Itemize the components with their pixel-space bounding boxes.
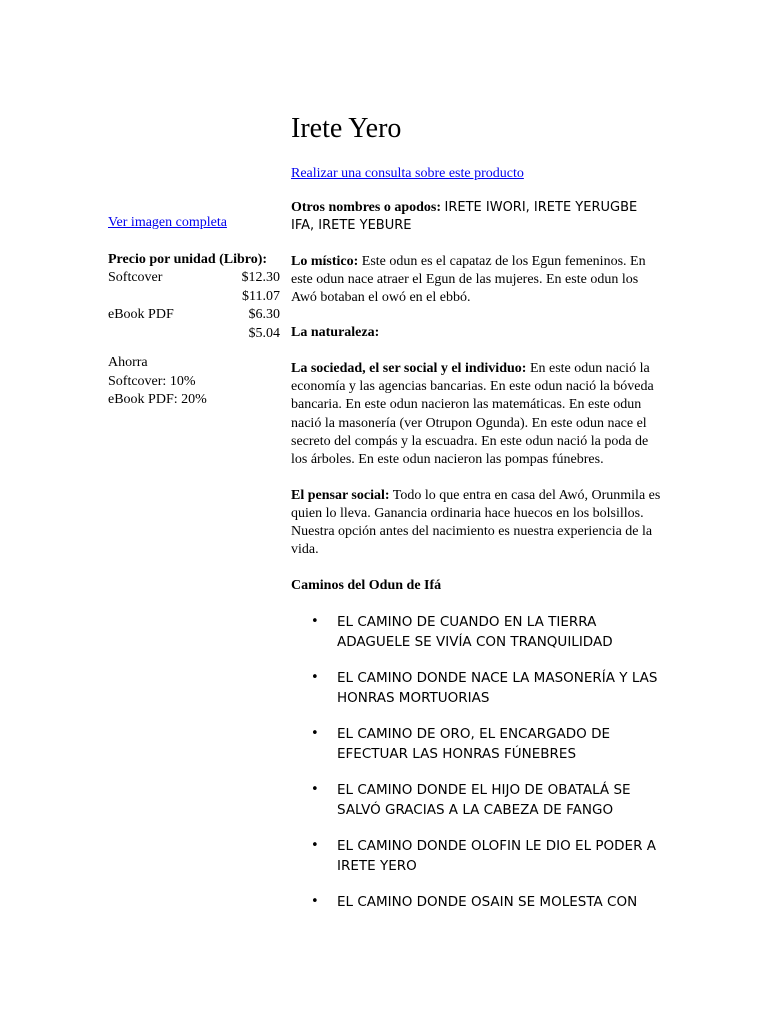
savings-label: Ahorra (108, 355, 148, 370)
bullet-icon: • (311, 670, 319, 686)
view-full-image-link[interactable]: Ver imagen completa (108, 215, 227, 230)
list-item-text: EL CAMINO DONDE EL HIJO DE OBATALÁ SE SALVÓ GRACIAS A LA CABEZA DE FANGO (337, 782, 631, 819)
consult-product-link[interactable]: Realizar una consulta sobre este producto (291, 166, 524, 181)
price-value: $11.07 (242, 288, 280, 304)
section-text: Todo lo que entra en casa del Awó, Orunmila es quien lo lleva. Ganancia ordinaria hace huecos en los bolsillos. Nuestra opción antes del nacimiento es nuestra experiencia de la vida. (291, 487, 661, 558)
section-label: Lo místico: (291, 253, 359, 269)
section-text: IRETE IWORI, IRETE YERUGBE IFA, IRETE YEBURE (291, 200, 638, 234)
section-mistico (291, 253, 661, 308)
list-item-text: EL CAMINO DE ORO, EL ENCARGADO DE EFECTUAR LAS HONRAS FÚNEBRES (337, 726, 611, 763)
caminos-list (291, 612, 661, 912)
bullet-icon: • (311, 838, 319, 854)
section-text: Este odun es el capataz de los Egun femeninos. En este odun nace atraer el Egun de las mujeres. En este odun los Awó botaban el owó en el ebbó. (291, 253, 646, 306)
section-text: En este odun nació la economía y las agencias bancarias. En este odun nació la bóveda bancaria. En este odun nacieron las matemáticas. En este odun nació la masonería (ver Otrupon Ogunda). En este odun nace el secreto del compás y la escuadra. En este odun nació la poda de los árboles. En este odun nacieron las pompas fúnebres. (291, 360, 654, 468)
price-row (108, 306, 280, 325)
section-sociedad (291, 360, 661, 470)
savings-ebook: eBook PDF: 20% (108, 392, 207, 407)
price-value: $12.30 (241, 270, 280, 285)
price-row (108, 288, 280, 307)
list-item-text: EL CAMINO DE CUANDO EN LA TIERRA ADAGUELE SE VIVÍA CON TRANQUILIDAD (337, 614, 613, 651)
bullet-icon: • (311, 614, 319, 630)
section-label: Otros nombres o apodos: (291, 200, 442, 215)
price-value: $5.04 (248, 325, 280, 341)
section-naturaleza (291, 324, 661, 342)
price-heading: Precio por unidad (Libro): (108, 251, 268, 267)
list-item (291, 612, 661, 652)
main-content (291, 199, 661, 928)
list-item (291, 780, 661, 820)
page-title: Irete Yero (291, 113, 402, 144)
list-item-text: EL CAMINO DONDE OLOFIN LE DIO EL PODER A IRETE YERO (337, 838, 656, 875)
section-label: La sociedad, el ser social y el individuo: (291, 360, 527, 376)
price-format-label: eBook PDF (108, 307, 174, 322)
list-item (291, 724, 661, 764)
list-item (291, 892, 661, 912)
list-item-text: EL CAMINO DONDE NACE LA MASONERÍA Y LAS HONRAS MORTUORIAS (337, 670, 658, 707)
section-label: Caminos del Odun de Ifá (291, 577, 442, 593)
bullet-icon: • (311, 894, 319, 910)
sidebar (108, 214, 280, 410)
savings-softcover: Softcover: 10% (108, 373, 196, 389)
list-item-text: EL CAMINO DONDE OSAIN SE MOLESTA CON (337, 894, 638, 911)
section-otros-nombres (291, 199, 661, 236)
price-format-label: Softcover (108, 270, 163, 285)
price-row (108, 269, 280, 288)
bullet-icon: • (311, 782, 319, 798)
list-item (291, 668, 661, 708)
section-label: El pensar social: (291, 487, 390, 503)
section-pensar (291, 487, 661, 560)
price-row (108, 325, 280, 344)
section-label: La naturaleza: (291, 325, 380, 341)
list-item (291, 836, 661, 876)
bullet-icon: • (311, 726, 319, 742)
section-caminos (291, 577, 661, 595)
price-value: $6.30 (248, 307, 280, 322)
